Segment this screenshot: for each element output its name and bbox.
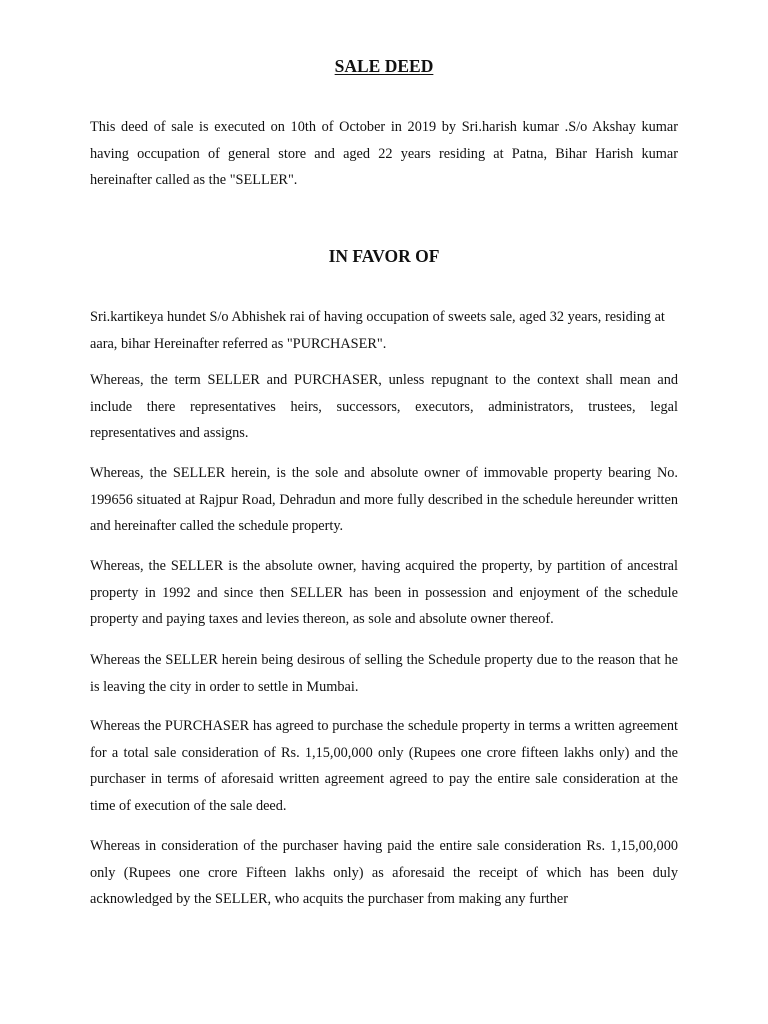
agreement-paragraph: Whereas the PURCHASER has agreed to purchase the schedule property in terms a written agreement for a total sale consideration of Rs. 1,15,00,000 only (Rupees one crore fifteen lakhs only) and the purchaser in terms of aforesaid written agreement agreed to pay the entire sale consideration at the time of execution of the sale deed. (90, 718, 678, 814)
ownership-paragraph: Whereas, the SELLER herein, is the sole and absolute owner of immovable property bearing No. 199656 situated at Rajpur Road, Dehradun and more fully described in the schedule hereunder written and hereinafter called the schedule property. (90, 465, 678, 534)
reason-for-sale-paragraph: Whereas the SELLER herein being desirous of selling the Schedule property due to the reason that he is leaving the city in order to settle in Mumbai. (90, 652, 678, 695)
deed-execution-paragraph: This deed of sale is executed on 10th of October in 2019 by Sri.harish kumar .S/o Akshay kumar having occupation of general store and aged 22 years residing at Patna, Bihar Harish kumar hereinafter called as the "SELLER". (90, 119, 678, 188)
acquisition-paragraph: Whereas, the SELLER is the absolute owner, having acquired the property, by partition of ancestral property in 1992 and since then SELLER has been in possession and enjoyment of the schedule property and paying taxes and levies thereon, as sole and absolute owner thereof. (90, 558, 678, 627)
section-heading-text: IN FAVOR OF (328, 246, 440, 266)
document-title-text: SALE DEED (334, 56, 434, 76)
consideration-paragraph: Whereas in consideration of the purchaser having paid the entire sale consideration Rs. 1,15,00,000 only (Rupees one crore Fifteen lakhs only) as aforesaid the receipt of which has been duly acknowledged by the SELLER, who acquits the purchaser from making any further (90, 838, 678, 907)
definitions-paragraph: Whereas, the term SELLER and PURCHASER, unless repugnant to the context shall mean and include there representatives heirs, successors, executors, administrators, trustees, legal representatives and assigns. (90, 372, 678, 441)
purchaser-paragraph: Sri.kartikeya hundet S/o Abhishek rai of having occupation of sweets sale, aged 32 years, residing at aara, bihar Hereinafter referred as "PURCHASER". (90, 309, 665, 352)
document-title (0, 56, 768, 76)
section-heading-in-favor-of (0, 246, 768, 266)
